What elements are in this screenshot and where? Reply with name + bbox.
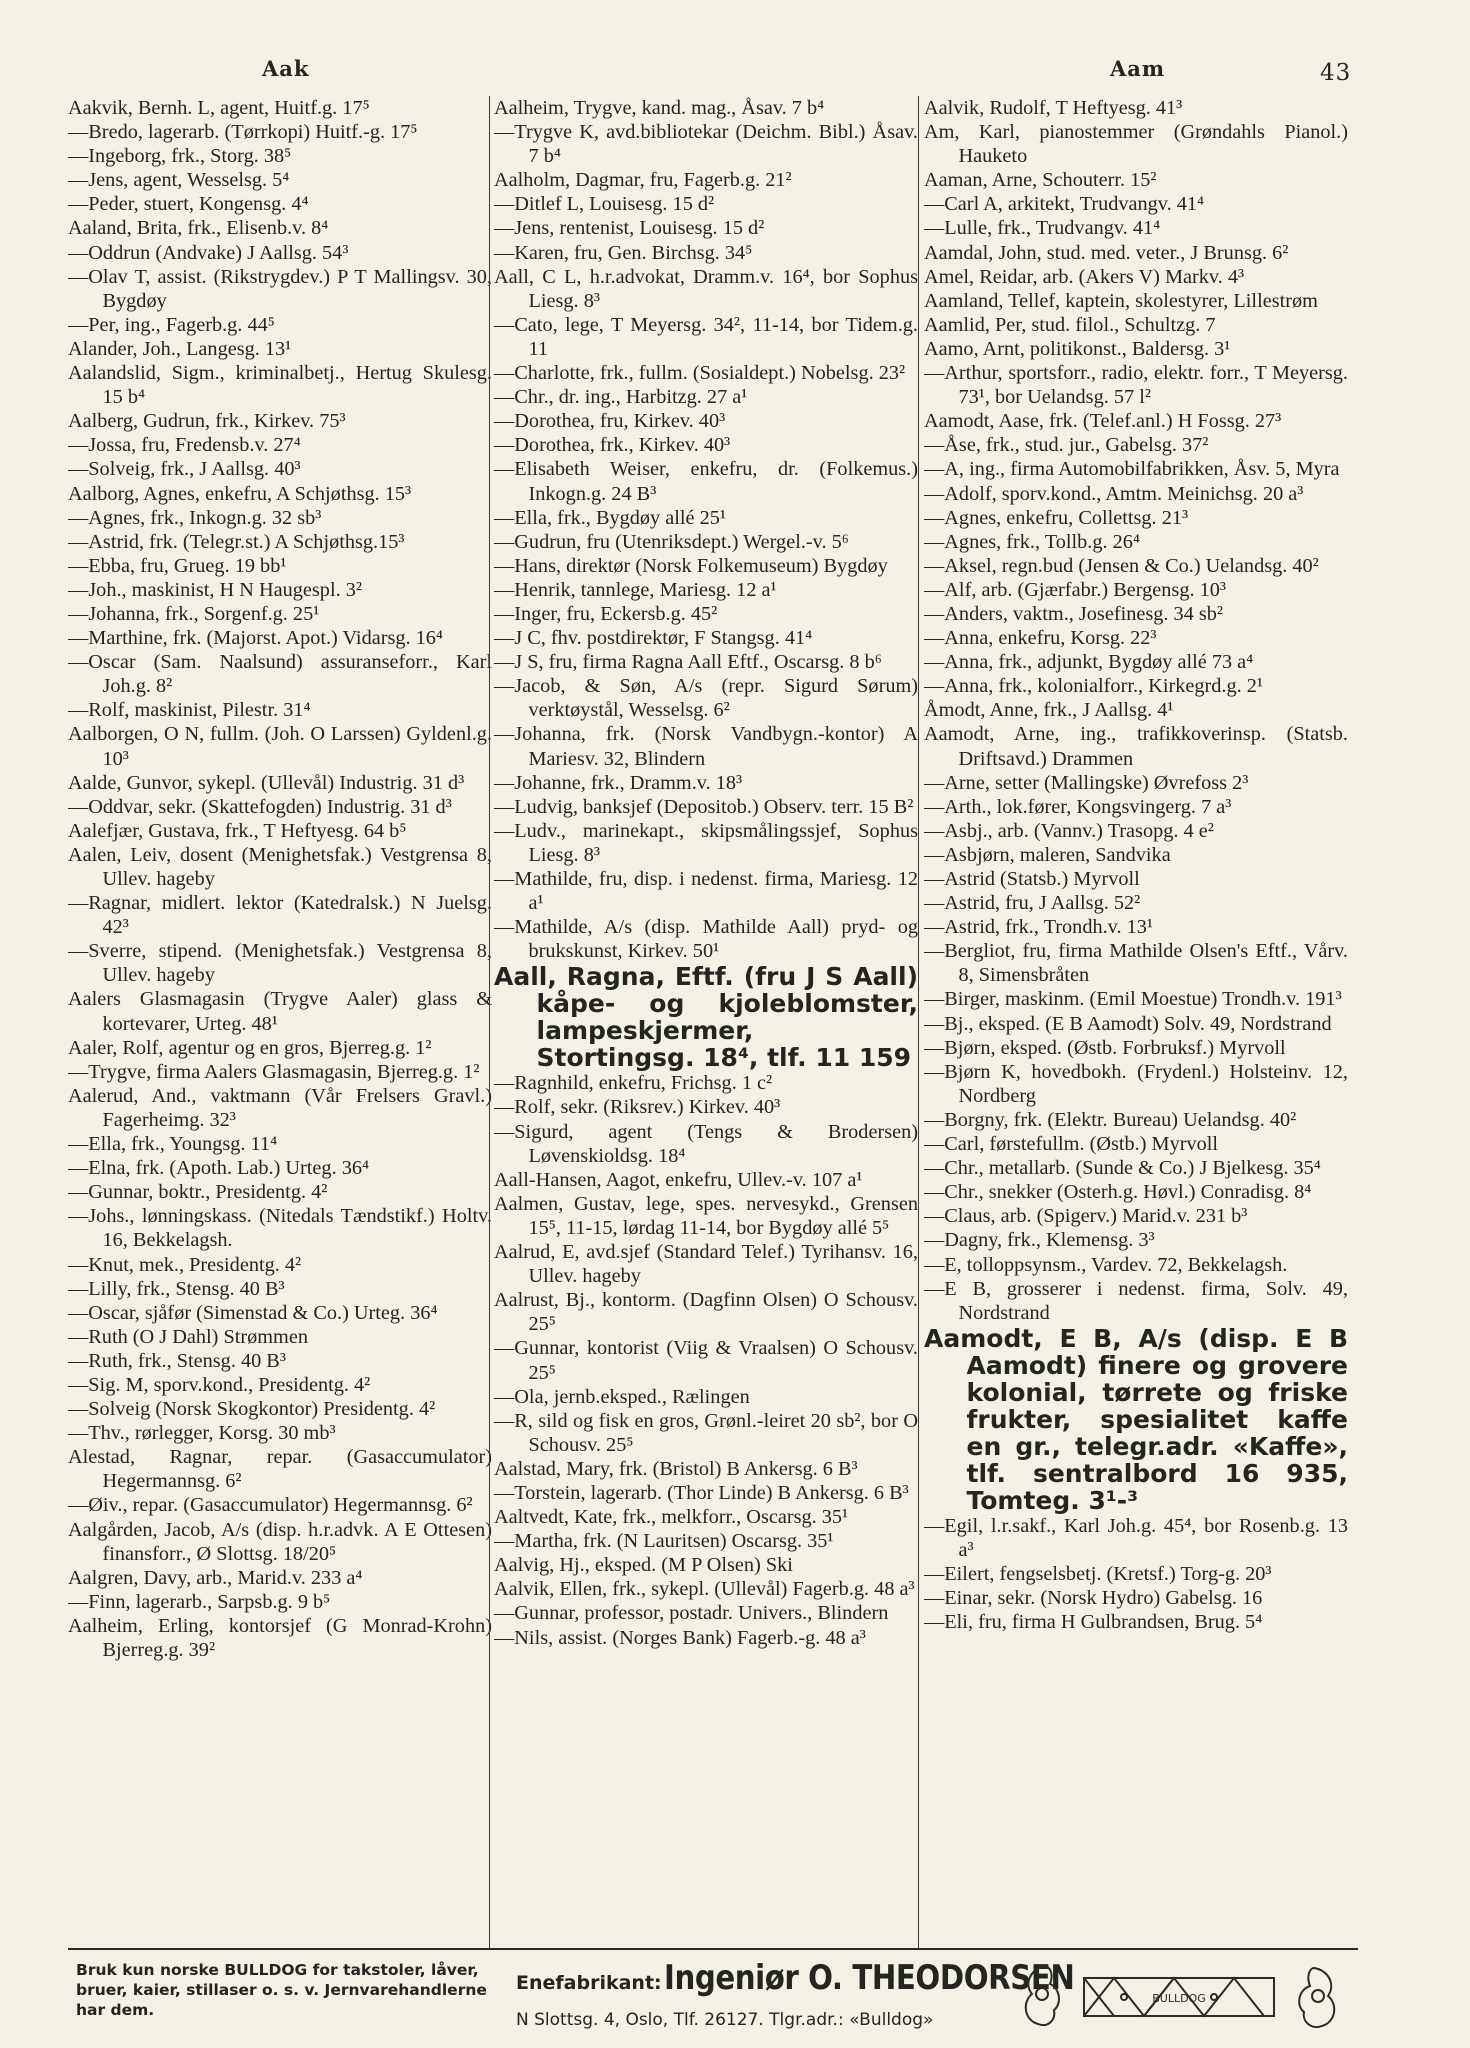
- directory-entry: —Dorothea, fru, Kirkev. 40³: [494, 410, 726, 433]
- page-number: 43: [1320, 60, 1352, 86]
- directory-entry: —Carl, førstefullm. (Østb.) Myrvoll: [924, 1133, 1219, 1156]
- directory-entry: —Karen, fru, Gen. Birchsg. 34⁵: [494, 241, 753, 264]
- directory-entry: Alestad, Ragnar, repar. (Gasaccumulator) Hegermannsg. 6²: [68, 1446, 492, 1493]
- directory-entry: —Johanna, frk., Sorgenf.g. 25¹: [68, 602, 320, 625]
- directory-entry: Aalborgen, O N, fullm. (Joh. O Larssen) Gyldenl.g. 10³: [68, 723, 492, 770]
- bulldog-truss-logo: [1014, 1958, 1354, 2038]
- directory-entry: —Adolf, sporv.kond., Amtm. Meinichsg. 20 a³: [924, 482, 1304, 505]
- directory-entry: —Arth., lok.fører, Kongsvingerg. 7 a³: [924, 795, 1232, 818]
- directory-entry: —Peder, stuert, Kongensg. 4⁴: [68, 193, 309, 216]
- directory-entry: Aalgården, Jacob, A/s (disp. h.r.advk. A E Ottesen) finansforr., Ø Slottsg. 18/20⁵: [68, 1518, 492, 1565]
- directory-entry: —J C, fhv. postdirektør, F Stangsg. 41⁴: [494, 627, 813, 650]
- directory-entry: —Jens, rentenist, Louisesg. 15 d²: [494, 217, 765, 240]
- directory-entry: —Solveig (Norsk Skogkontor) Presidentg. 4²: [68, 1398, 436, 1421]
- directory-entry: Aalrust, Bj., kontorm. (Dagfinn Olsen) O Schousv. 25⁵: [494, 1289, 918, 1336]
- directory-entry: —Anders, vaktm., Josefinesg. 34 sb²: [924, 602, 1223, 625]
- directory-entry: —Inger, fru, Eckersb.g. 45²: [494, 602, 718, 625]
- directory-entry: —Bjørn K, hovedbokh. (Frydenl.) Holsteinv. 12, Nordberg: [924, 1060, 1348, 1107]
- directory-entry: Aamodt, Arne, ing., trafikkoverinsp. (Statsb. Driftsavd.) Drammen: [924, 723, 1348, 770]
- directory-entry: —Dagny, frk., Klemensg. 3³: [924, 1229, 1155, 1252]
- directory-entry: —Trygve K, avd.bibliotekar (Deichm. Bibl.) Åsav. 7 b⁴: [494, 121, 918, 168]
- directory-entry: Aalvik, Rudolf, T Heftyesg. 41³: [924, 97, 1183, 119]
- directory-entry: —Jossa, fru, Fredensb.v. 27⁴: [68, 434, 301, 457]
- directory-entry: —Arthur, sportsforr., radio, elektr. forr., T Meyersg. 73¹, bor Uelandsg. 57 l²: [924, 362, 1348, 409]
- left-header-word: Aak: [262, 56, 310, 81]
- directory-entry: Aalerud, And., vaktmann (Vår Frelsers Gravl.) Fagerheimg. 32³: [68, 1084, 492, 1131]
- directory-entry: Aall, C L, h.r.advokat, Dramm.v. 16⁴, bor Sophus Liesg. 8³: [494, 265, 918, 312]
- advertisement-footer: [68, 1948, 1358, 2046]
- directory-entry: —Mathilde, A/s (disp. Mathilde Aall) pryd- og brukskunst, Kirkev. 50¹: [494, 916, 918, 963]
- directory-entry: —Aksel, regn.bud (Jensen & Co.) Uelandsg. 40²: [924, 554, 1319, 577]
- directory-entry: Aalvig, Hj., eksped. (M P Olsen) Ski: [494, 1554, 793, 1577]
- directory-entry: Aakvik, Bernh. L, agent, Huitf.g. 17⁵: [68, 97, 370, 119]
- directory-entry: —Thv., rørlegger, Korsg. 30 mb³: [68, 1422, 336, 1445]
- directory-entry: —Oscar, sjåfør (Simenstad & Co.) Urteg. 36⁴: [68, 1301, 438, 1324]
- directory-entry: —Ludvig, banksjef (Depositob.) Observ. terr. 15 B²: [494, 795, 914, 818]
- directory-entry: —Martha, frk. (N Lauritsen) Oscarsg. 35¹: [494, 1530, 834, 1553]
- directory-entry: —Agnes, frk., Tollb.g. 26⁴: [924, 530, 1140, 553]
- directory-entry: —Asbjørn, maleren, Sandvika: [924, 843, 1171, 866]
- directory-entry: —Finn, lagerarb., Sarpsb.g. 9 b⁵: [68, 1590, 331, 1613]
- directory-entry: —Ella, frk., Bygdøy allé 25¹: [494, 506, 726, 529]
- directory-entry: —Alf, arb. (Gjærfabr.) Bergensg. 10³: [924, 578, 1226, 601]
- directory-entry: —Joh., maskinist, H N Haugespl. 3²: [68, 578, 362, 601]
- manufacturer-label: Enefabrikant:: [516, 1972, 662, 1994]
- directory-entry: Alander, Joh., Langesg. 13¹: [68, 337, 292, 360]
- directory-entry: —Chr., snekker (Osterh.g. Høvl.) Conradisg. 8⁴: [924, 1181, 1312, 1204]
- directory-entry: —Elisabeth Weiser, enkefru, dr. (Folkemus.) Inkogn.g. 24 B³: [494, 458, 918, 505]
- directory-entry: Aalstad, Mary, frk. (Bristol) B Ankersg. 6 B³: [494, 1457, 858, 1480]
- directory-entry: —R, sild og fisk en gros, Grønl.-leiret 20 sb², bor O Schousv. 25⁵: [494, 1409, 918, 1456]
- directory-entry: —Asbj., arb. (Vannv.) Trasopg. 4 e²: [924, 819, 1214, 842]
- directory-entry: —Øiv., repar. (Gasaccumulator) Hegermannsg. 6²: [68, 1494, 473, 1517]
- directory-entry: —Anna, frk., adjunkt, Bygdøy allé 73 a⁴: [924, 651, 1254, 674]
- directory-entry: —Oddrun (Andvake) J Aallsg. 54³: [68, 241, 349, 264]
- directory-entry: —Cato, lege, T Meyersg. 34², 11-14, bor Tidem.g. 11: [494, 313, 918, 360]
- directory-entry: Aamo, Arnt, politikonst., Baldersg. 3¹: [924, 337, 1231, 360]
- directory-entry: —Gunnar, professor, postadr. Univers., Blindern: [494, 1602, 889, 1625]
- directory-entry: —A, ing., firma Automobilfabrikken, Åsv. 5, Myra: [924, 458, 1340, 481]
- directory-column-2: [494, 96, 918, 1948]
- directory-entry: —Bj., eksped. (E B Aamodt) Solv. 49, Nordstrand: [924, 1012, 1332, 1035]
- directory-entry: Aall-Hansen, Aagot, enkefru, Ullev.-v. 107 a¹: [494, 1168, 863, 1191]
- directory-entry: —Agnes, enkefru, Collettsg. 21³: [924, 506, 1189, 529]
- directory-entry: Aalheim, Erling, kontorsjef (G Monrad-Krohn) Bjerreg.g. 39²: [68, 1614, 492, 1661]
- directory-entry: Aalrud, E, avd.sjef (Standard Telef.) Tyrihansv. 16, Ullev. hageby: [494, 1241, 918, 1288]
- directory-entry: —Lilly, frk., Stensg. 40 B³: [68, 1277, 285, 1300]
- directory-entry: —J S, fru, firma Ragna Aall Eftf., Oscarsg. 8 b⁶: [494, 651, 882, 674]
- directory-entry: Aamland, Tellef, kaptein, skolestyrer, Lillestrøm: [924, 289, 1318, 312]
- right-header-word: Aam: [1110, 56, 1166, 81]
- directory-entry: —Eli, fru, firma H Gulbrandsen, Brug. 5⁴: [924, 1611, 1263, 1634]
- directory-entry: —Astrid (Statsb.) Myrvoll: [924, 868, 1140, 890]
- directory-entry: —Sig. M, sporv.kond., Presidentg. 4²: [68, 1373, 371, 1396]
- manufacturer-name: Ingeniør O. THEODORSEN: [664, 1958, 1075, 1998]
- directory-entry: —Ruth, frk., Stensg. 40 B³: [68, 1349, 286, 1372]
- directory-entry: Aaler, Rolf, agentur og en gros, Bjerreg.g. 1²: [68, 1036, 432, 1059]
- directory-entry: —Borgny, frk. (Elektr. Bureau) Uelandsg. 40²: [924, 1108, 1297, 1131]
- directory-entry: —Johanna, frk. (Norsk Vandbygn.-kontor) A Mariesv. 32, Blindern: [494, 723, 918, 770]
- directory-entry: —E B, grosserer i nedenst. firma, Solv. 49, Nordstrand: [924, 1277, 1348, 1324]
- directory-entry: —Nils, assist. (Norges Bank) Fagerb.-g. 48 a³: [494, 1626, 866, 1649]
- directory-entry: —Marthine, frk. (Majorst. Apot.) Vidarsg. 16⁴: [68, 627, 443, 650]
- directory-entry: —Carl A, arkitekt, Trudvangv. 41⁴: [924, 193, 1205, 216]
- directory-entry: —Elna, frk. (Apoth. Lab.) Urteg. 36⁴: [68, 1157, 370, 1180]
- directory-entry: Aalandslid, Sigm., kriminalbetj., Hertug Skulesg. 15 b⁴: [68, 362, 492, 409]
- directory-column-3: [924, 96, 1348, 1948]
- directory-entry: —Torstein, lagerarb. (Thor Linde) B Ankersg. 6 B³: [494, 1481, 909, 1504]
- directory-entry: —Ella, frk., Youngsg. 11⁴: [68, 1133, 278, 1156]
- directory-entry: —Gunnar, boktr., Presidentg. 4²: [68, 1181, 328, 1204]
- directory-entry: —Trygve, firma Aalers Glasmagasin, Bjerreg.g. 1²: [68, 1060, 480, 1083]
- directory-entry: —Ruth (O J Dahl) Strømmen: [68, 1325, 308, 1348]
- directory-entry: Aalen, Leiv, dosent (Menighetsfak.) Vestgrensa 8, Ullev. hageby: [68, 843, 492, 890]
- directory-entry: —Henrik, tannlege, Mariesg. 12 a¹: [494, 578, 777, 601]
- directory-entry: Aamodt, E B, A/s (disp. E B Aamodt) finere og grovere kolonial, tørrete og friske frukter, spesialitet kaffe en gr., telegr.adr. «Kaffe», tlf. sentralbord 16 935, Tomteg. 3¹-³: [924, 1323, 1348, 1515]
- directory-entry: —Jacob, & Søn, A/s (repr. Sigurd Sørum) verktøystål, Wesselsg. 6²: [494, 675, 918, 722]
- directory-entry: —Knut, mek., Presidentg. 4²: [68, 1253, 302, 1276]
- directory-entry: Aamlid, Per, stud. filol., Schultzg. 7: [924, 313, 1216, 336]
- directory-entry: Aalvik, Ellen, frk., sykepl. (Ullevål) Fagerb.g. 48 a³: [494, 1578, 915, 1601]
- directory-entry: Aalefjær, Gustava, frk., T Heftyesg. 64 b⁵: [68, 819, 407, 842]
- directory-entry: —Ludv., marinekapt., skipsmålingssjef, Sophus Liesg. 8³: [494, 819, 918, 866]
- directory-entry: —Agnes, frk., Inkogn.g. 32 sb³: [68, 506, 322, 529]
- directory-entry: —Oscar (Sam. Naalsund) assuranseforr., Karl Joh.g. 8²: [68, 651, 492, 698]
- directory-entry: —E, tolloppsynsm., Vardev. 72, Bekkelagsh.: [924, 1253, 1288, 1276]
- bulldog-advert-text: Bruk kun norske BULLDOG for takstoler, låver, bruer, kaier, stillaser o. s. v. Jernvarehandlerne har dem.: [76, 1961, 487, 2019]
- logo-label: BULLDOG: [1152, 1992, 1206, 2005]
- directory-entry: —Ingeborg, frk., Storg. 38⁵: [68, 145, 292, 168]
- directory-entry: Aalborg, Agnes, enkefru, A Schjøthsg. 15³: [68, 482, 412, 505]
- directory-entry: —Per, ing., Fagerb.g. 44⁵: [68, 313, 275, 336]
- directory-entry: —Åse, frk., stud. jur., Gabelsg. 37²: [924, 434, 1209, 457]
- directory-entry: Aaman, Arne, Schouterr. 15²: [924, 169, 1157, 192]
- directory-entry: —Astrid, frk. (Telegr.st.) A Schjøthsg.15³: [68, 530, 405, 553]
- directory-entry: —Chr., dr. ing., Harbitzg. 27 a¹: [494, 386, 748, 409]
- directory-entry: Aalgren, Davy, arb., Marid.v. 233 a⁴: [68, 1566, 363, 1589]
- directory-entry: —Ragnhild, enkefru, Frichsg. 1 c²: [494, 1072, 773, 1095]
- directory-entry: Aamdal, John, stud. med. veter., J Brunsg. 6²: [924, 241, 1289, 264]
- directory-entry: Åmodt, Anne, frk., J Aallsg. 4¹: [924, 699, 1174, 722]
- directory-entry: —Charlotte, frk., fullm. (Sosialdept.) Nobelsg. 23²: [494, 362, 906, 385]
- directory-entry: —Gunnar, kontorist (Viig & Vraalsen) O Schousv. 25⁵: [494, 1337, 918, 1384]
- directory-entry: —Hans, direktør (Norsk Folkemuseum) Bygdøy: [494, 554, 888, 577]
- directory-entry: —Astrid, fru, J Aallsg. 52²: [924, 892, 1141, 915]
- directory-entry: —Rolf, sekr. (Riksrev.) Kirkev. 40³: [494, 1096, 781, 1119]
- directory-entry: Am, Karl, pianostemmer (Grøndahls Pianol.) Hauketo: [924, 121, 1348, 168]
- directory-entry: —Sverre, stipend. (Menighetsfak.) Vestgrensa 8, Ullev. hageby: [68, 940, 492, 987]
- directory-entry: Aall, Ragna, Eftf. (fru J S Aall) kåpe- og kjoleblomster, lampeskjermer, Stortingsg. 18⁴, tlf. 11 159: [494, 962, 918, 1073]
- directory-entry: —Ola, jernb.eksped., Rælingen: [494, 1385, 750, 1408]
- directory-entry: Aalholm, Dagmar, fru, Fagerb.g. 21²: [494, 169, 792, 192]
- directory-entry: —Astrid, frk., Trondh.v. 13¹: [924, 916, 1154, 939]
- directory-entry: Aalmen, Gustav, lege, spes. nervesykd., Grensen 15⁵, 11-15, lørdag 11-14, bor Bygdøy allé 5⁵: [494, 1192, 918, 1239]
- directory-entry: —Eilert, fengselsbetj. (Kretsf.) Torg-g. 20³: [924, 1562, 1272, 1585]
- column-divider: [918, 96, 919, 1948]
- directory-entry: —Ditlef L, Louisesg. 15 d²: [494, 193, 715, 216]
- directory-entry: —Birger, maskinm. (Emil Moestue) Trondh.v. 191³: [924, 988, 1342, 1011]
- directory-entry: Aalheim, Trygve, kand. mag., Åsav. 7 b⁴: [494, 97, 825, 119]
- directory-entry: —Sigurd, agent (Tengs & Brodersen) Løvenskioldsg. 18⁴: [494, 1120, 918, 1167]
- directory-entry: —Einar, sekr. (Norsk Hydro) Gabelsg. 16: [924, 1587, 1263, 1610]
- directory-entry: —Claus, arb. (Spigerv.) Marid.v. 231 b³: [924, 1205, 1248, 1228]
- directory-entry: Aalde, Gunvor, sykepl. (Ullevål) Industrig. 31 d³: [68, 771, 465, 794]
- directory-entry: Amel, Reidar, arb. (Akers V) Markv. 4³: [924, 265, 1245, 288]
- directory-entry: —Rolf, maskinist, Pilestr. 31⁴: [68, 699, 311, 722]
- directory-entry: Aaland, Brita, frk., Elisenb.v. 8⁴: [68, 217, 329, 240]
- directory-entry: —Mathilde, fru, disp. i nedenst. firma, Mariesg. 12 a¹: [494, 868, 918, 915]
- directory-entry: —Johanne, frk., Dramm.v. 18³: [494, 771, 743, 794]
- directory-column-1: [68, 96, 492, 1948]
- directory-entry: —Bjørn, eksped. (Østb. Forbruksf.) Myrvoll: [924, 1036, 1286, 1059]
- directory-entry: —Jens, agent, Wesselsg. 5⁴: [68, 169, 290, 192]
- directory-entry: —Bredo, lagerarb. (Tørrkopi) Huitf.-g. 17⁵: [68, 121, 418, 144]
- directory-entry: —Chr., metallarb. (Sunde & Co.) J Bjelkesg. 35⁴: [924, 1157, 1321, 1180]
- directory-entry: —Lulle, frk., Trudvangv. 41⁴: [924, 217, 1161, 240]
- column-divider: [489, 96, 490, 1948]
- directory-entry: Aamodt, Aase, frk. (Telef.anl.) H Fossg. 27³: [924, 410, 1282, 433]
- directory-entry: —Bergliot, fru, firma Mathilde Olsen's Eftf., Vårv. 8, Simensbråten: [924, 940, 1348, 987]
- directory-entry: —Ragnar, midlert. lektor (Katedralsk.) N Juelsg. 42³: [68, 892, 492, 939]
- directory-entry: —Anna, frk., kolonialforr., Kirkegrd.g. 2¹: [924, 675, 1263, 698]
- directory-entry: —Arne, setter (Mallingske) Øvrefoss 2³: [924, 771, 1249, 794]
- directory-entry: Aaltvedt, Kate, frk., melkforr., Oscarsg. 35¹: [494, 1506, 849, 1529]
- directory-entry: —Oddvar, sekr. (Skattefogden) Industrig. 31 d³: [68, 795, 452, 818]
- directory-entry: —Egil, l.r.sakf., Karl Joh.g. 45⁴, bor Rosenb.g. 13 a³: [924, 1514, 1348, 1561]
- directory-entry: —Dorothea, frk., Kirkev. 40³: [494, 434, 731, 457]
- directory-entry: —Solveig, frk., J Aallsg. 40³: [68, 458, 301, 481]
- directory-entry: —Anna, enkefru, Korsg. 22³: [924, 627, 1157, 650]
- directory-entry: —Ebba, fru, Grueg. 19 bb¹: [68, 554, 287, 577]
- directory-entry: Aalers Glasmagasin (Trygve Aaler) glass & kortevarer, Urteg. 48¹: [68, 988, 492, 1035]
- directory-entry: —Gudrun, fru (Utenriksdept.) Wergel.-v. 5⁶: [494, 530, 849, 553]
- directory-entry: Aalberg, Gudrun, frk., Kirkev. 75³: [68, 410, 346, 433]
- directory-entry: —Olav T, assist. (Rikstrygdev.) P T Mallingsv. 30, Bygdøy: [68, 265, 492, 312]
- directory-entry: —Johs., lønningskass. (Nitedals Tændstikf.) Holtv. 16, Bekkelagsh.: [68, 1205, 492, 1252]
- manufacturer-address: N Slottsg. 4, Oslo, Tlf. 26127. Tlgr.adr.: «Bulldog»: [516, 2010, 934, 2030]
